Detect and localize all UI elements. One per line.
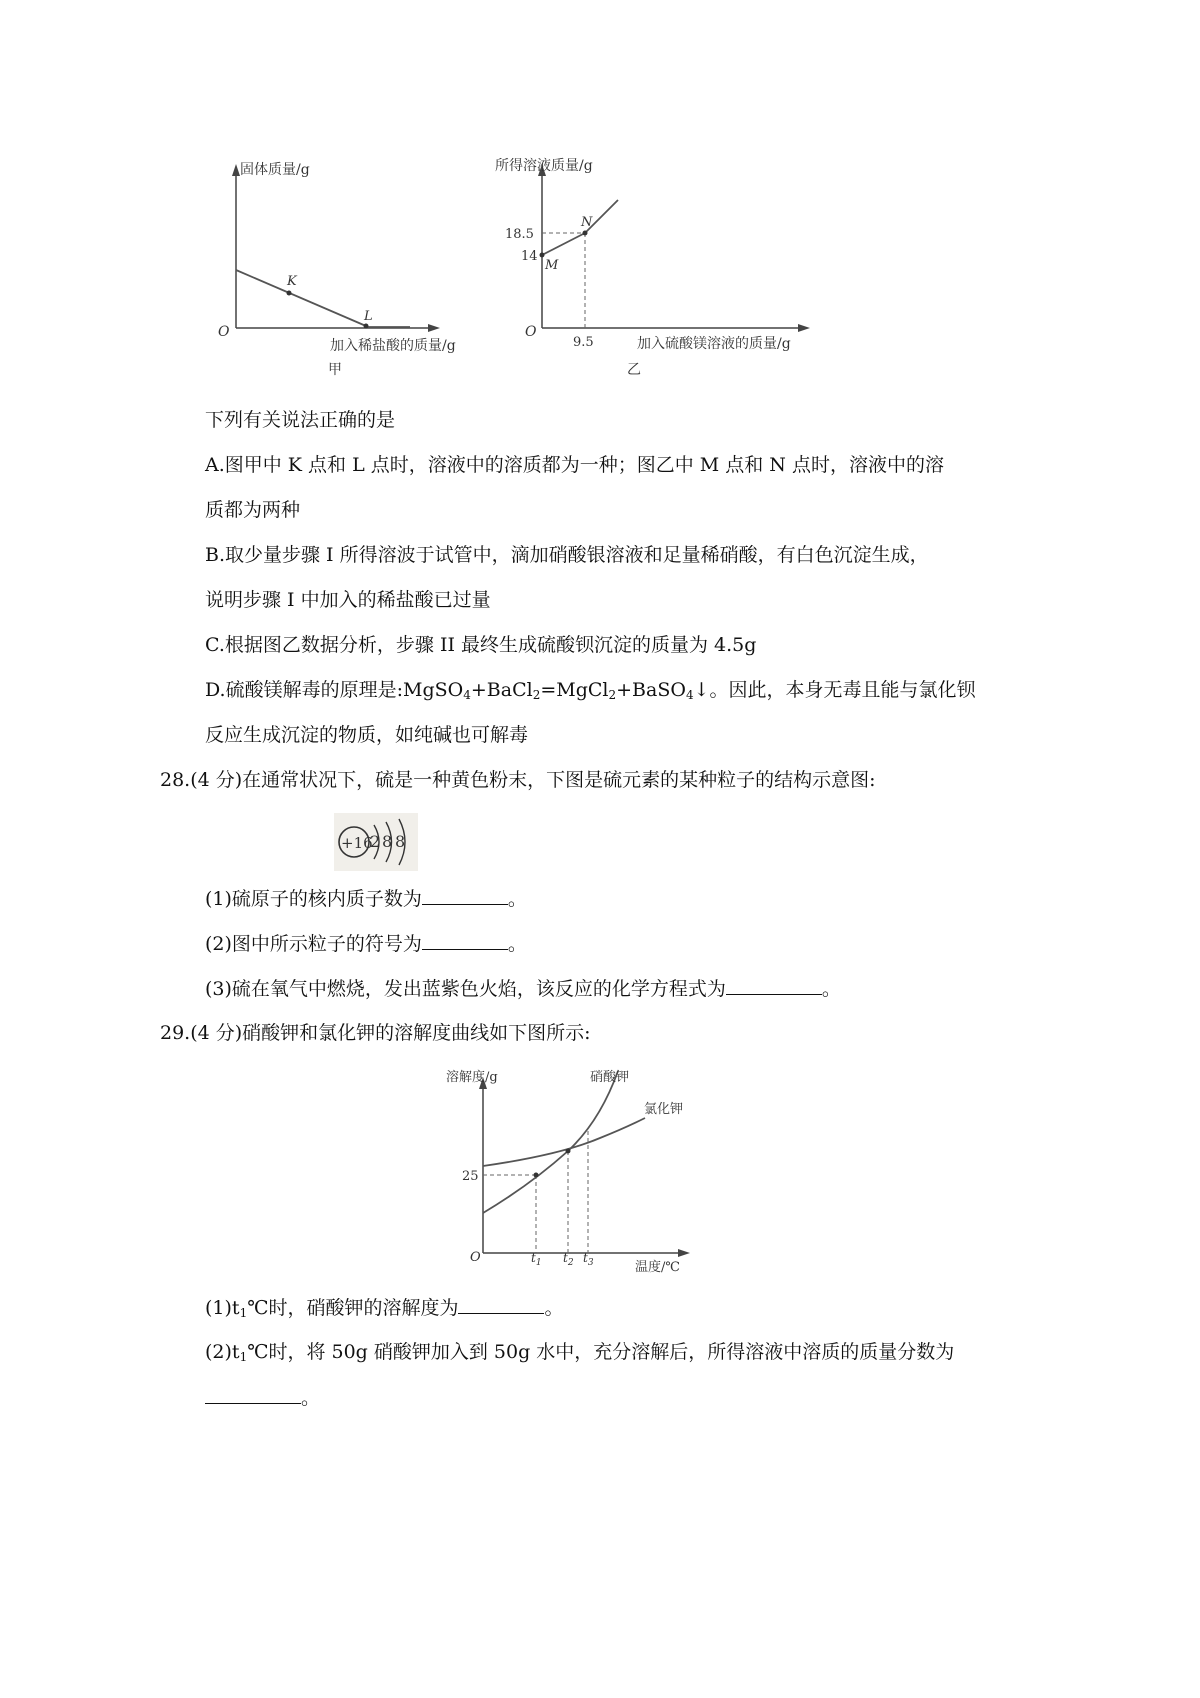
xlabel: 加入稀盐酸的质量/g: [330, 338, 456, 354]
q27-option-c: C.根据图乙数据分析，步骤 II 最终生成硫酸钡沉淀的质量为 4.5g: [205, 634, 757, 656]
label-kcl: 氯化钾: [644, 1102, 684, 1117]
point-m: [540, 253, 545, 258]
y-axis-arrow: [232, 164, 240, 176]
ylabel: 固体质量/g: [240, 162, 310, 178]
q28-stem: 28.(4 分)在通常状况下，硫是一种黄色粉末，下图是硫元素的某种粒子的结构示意图:: [160, 769, 876, 791]
part-end: 。: [507, 933, 527, 955]
q27-option-d-line1: [205, 676, 976, 704]
origin-label: O: [525, 324, 537, 340]
d-sub: 2: [608, 688, 617, 702]
point-n-label: N: [581, 215, 593, 230]
caption: 乙: [627, 362, 641, 378]
segment-mn: [542, 233, 585, 255]
q27-option-d-line2: 反应生成沉淀的物质，如纯碱也可解毒: [205, 724, 529, 746]
figure-yi: [495, 150, 845, 385]
point-k-label: K: [287, 274, 297, 289]
q28-part1: [205, 884, 527, 913]
y-tick-18-5: 18.5: [505, 227, 534, 242]
d-text: +BaSO: [616, 679, 686, 701]
point-n: [583, 231, 588, 236]
d-text: D.硫酸镁解毒的原理是:MgSO: [205, 679, 464, 701]
d-sub: 2: [532, 688, 541, 702]
point-m-label: M: [545, 258, 559, 273]
part-text: ℃时，将 50g 硝酸钾加入到 50g 水中，充分溶解后，所得溶液中溶质的质量分数为: [247, 1341, 955, 1363]
d-text: +BaCl: [470, 679, 533, 701]
q28-part2: [205, 929, 527, 958]
xlabel: 加入硫酸镁溶液的质量/g: [637, 336, 791, 352]
point-k: [287, 291, 292, 296]
t2-main: t: [563, 1251, 568, 1265]
answer-blank[interactable]: [726, 974, 822, 995]
point-intersection: [566, 1149, 571, 1154]
part-text: ℃时，硝酸钾的溶解度为: [247, 1297, 459, 1319]
d-sub: 4: [685, 688, 694, 702]
q27-option-b-line1: B.取少量步骤 I 所得溶波于试管中，滴加硝酸银溶液和足量稀硝酸，有白色沉淀生成，: [205, 544, 929, 566]
part-end: 。: [821, 978, 841, 1000]
part-text: (3)硫在氧气中燃烧，发出蓝紫色火焰，该反应的化学方程式为: [205, 978, 726, 1000]
answer-blank[interactable]: [422, 884, 508, 905]
shell-electrons-2: 8: [382, 832, 393, 851]
t3-main: t: [583, 1251, 588, 1265]
label-kno3: 硝酸钾: [590, 1070, 630, 1085]
point-l-label: L: [364, 309, 373, 324]
q29-part1: [205, 1293, 563, 1322]
part-text: (2)t: [205, 1341, 240, 1363]
solubility-chart: [446, 1063, 710, 1278]
shell-electrons-3: 8: [395, 832, 406, 851]
d-text: ↓。因此，本身无毒且能与氯化钡: [693, 679, 976, 701]
q29-part2: [205, 1338, 954, 1366]
part-sub: 1: [239, 1350, 248, 1364]
part-end: 。: [507, 888, 527, 910]
answer-blank[interactable]: [458, 1293, 544, 1314]
q28-part3: [205, 974, 841, 1003]
part-text: (1)硫原子的核内质子数为: [205, 888, 422, 910]
t3-sub: 3: [587, 1258, 594, 1268]
caption: 甲: [328, 362, 342, 378]
answer-blank[interactable]: [205, 1383, 301, 1404]
ylabel: 所得溶液质量/g: [495, 158, 593, 174]
q27-option-a-line2: 质都为两种: [205, 499, 301, 521]
curve-kcl: [483, 1118, 645, 1166]
sulfur-ion-diagram: [334, 813, 418, 871]
part-text: (2)图中所示粒子的符号为: [205, 933, 422, 955]
point-l: [364, 324, 369, 329]
t2-sub: 2: [567, 1258, 574, 1268]
d-sub: 4: [463, 688, 471, 702]
ylabel: 溶解度/g: [446, 1070, 498, 1085]
shell-electrons-1: 2: [370, 832, 381, 851]
answer-blank[interactable]: [422, 929, 508, 950]
t1-main: t: [531, 1251, 536, 1265]
solid-mass-line: [236, 270, 366, 326]
y-tick-25: 25: [462, 1169, 479, 1184]
q27-option-b-line2: 说明步骤 I 中加入的稀盐酸已过量: [205, 589, 491, 611]
curve-kno3: [483, 1071, 618, 1213]
q27-option-a-line1: A.图甲中 K 点和 L 点时，溶液中的溶质都为一种；图乙中 M 点和 N 点时，溶液中的溶: [205, 454, 944, 476]
x-tick-9-5: 9.5: [573, 335, 594, 350]
q29-part2-answer: [205, 1383, 320, 1412]
x-axis-arrow: [428, 324, 440, 332]
part-end: 。: [301, 1387, 321, 1409]
y-tick-14: 14: [521, 249, 538, 264]
q27-stem: 下列有关说法正确的是: [205, 409, 396, 431]
point-t1: [534, 1173, 539, 1178]
x-axis-arrow: [798, 324, 810, 332]
part-text: (1)t: [205, 1297, 240, 1319]
origin-label: O: [470, 1250, 481, 1265]
part-sub: 1: [239, 1306, 248, 1320]
xlabel: 温度/℃: [635, 1260, 680, 1275]
q29-stem: 29.(4 分)硝酸钾和氯化钾的溶解度曲线如下图所示:: [160, 1022, 591, 1044]
t1-sub: 1: [535, 1258, 542, 1268]
nucleus-charge: +16: [341, 834, 373, 852]
d-text: =MgCl: [540, 679, 609, 701]
origin-label: O: [218, 324, 230, 340]
part-end: 。: [544, 1297, 564, 1319]
x-axis-arrow: [678, 1249, 690, 1257]
figure-jia: [210, 150, 490, 385]
